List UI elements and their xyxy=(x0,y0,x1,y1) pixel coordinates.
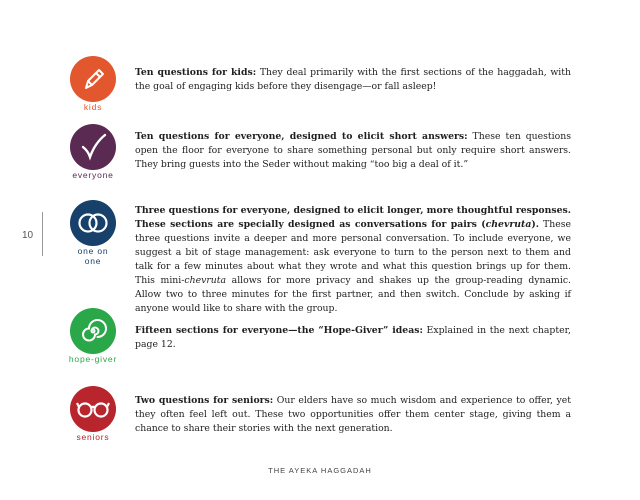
section-heading: Fifteen sections for everyone—the “Hope-Giver” ideas: xyxy=(135,325,423,336)
section-body: These three questions invite a deeper and more personal conversation. To include everyone, we suggest a bit of stage management: ask everyone to turn to the person next to them and talk for a few minutes about what they wrote and what this question brings up for them. This mini-chevruta allows for more privacy and shakes up the group-reading dynamic. Allow two to three minutes for the first partner, and then switch. Conclude by asking if anyone would like to share with the group. xyxy=(135,219,572,314)
section-one-on-one-text xyxy=(135,204,571,316)
section-body: Explained in the next chapter, page 12. xyxy=(135,325,571,350)
spiral-icon xyxy=(70,308,116,354)
icon-label-seniors: seniors xyxy=(76,432,110,442)
section-body: These ten questions open the floor for everyone to share something personal but only require short answers. They bring guests into the Seder without making “too big a deal of it.” xyxy=(135,131,571,170)
section-hope-giver-text xyxy=(135,324,571,352)
section-heading: Three questions for everyone, designed to elicit longer, more thoughtful responses. These sections are specially designed as conversations for pairs (chevruta). xyxy=(135,205,571,230)
page-margin-rule xyxy=(42,212,43,256)
page-number: 10 xyxy=(22,230,34,241)
eyeglasses-icon xyxy=(70,386,116,432)
icon-label-hope-giver: hope-giver xyxy=(68,354,118,364)
checkmark-icon xyxy=(70,124,116,170)
section-body: They deal primarily with the first sections of the haggadah, with the goal of engaging kids before they disengage—or fall asleep! xyxy=(135,67,572,92)
pencil-icon xyxy=(70,56,116,102)
everyone-badge xyxy=(68,124,118,180)
section-heading: Ten questions for kids: xyxy=(135,67,257,78)
icon-label-kids: kids xyxy=(83,102,103,112)
kids-badge xyxy=(68,56,118,112)
section-heading: Ten questions for everyone, designed to elicit short answers: xyxy=(135,131,468,142)
interlocking-rings-icon xyxy=(70,200,116,246)
icon-label-one-on-one: one on one xyxy=(77,246,109,266)
section-everyone-text xyxy=(135,130,571,172)
hope-giver-badge xyxy=(68,308,118,364)
seniors-badge xyxy=(68,386,118,442)
section-kids-text xyxy=(135,66,571,94)
section-heading: Two questions for seniors: xyxy=(135,395,274,406)
icon-label-everyone: everyone xyxy=(72,170,114,180)
one-on-one-badge xyxy=(68,200,118,266)
section-seniors-text xyxy=(135,394,571,436)
page-footer: THE AYEKA HAGGADAH xyxy=(268,466,372,475)
section-body: Our elders have so much wisdom and experience to offer, yet they often feel left out. These two opportunities offer them center stage, giving them a chance to share their stories with the next generation. xyxy=(135,395,572,434)
